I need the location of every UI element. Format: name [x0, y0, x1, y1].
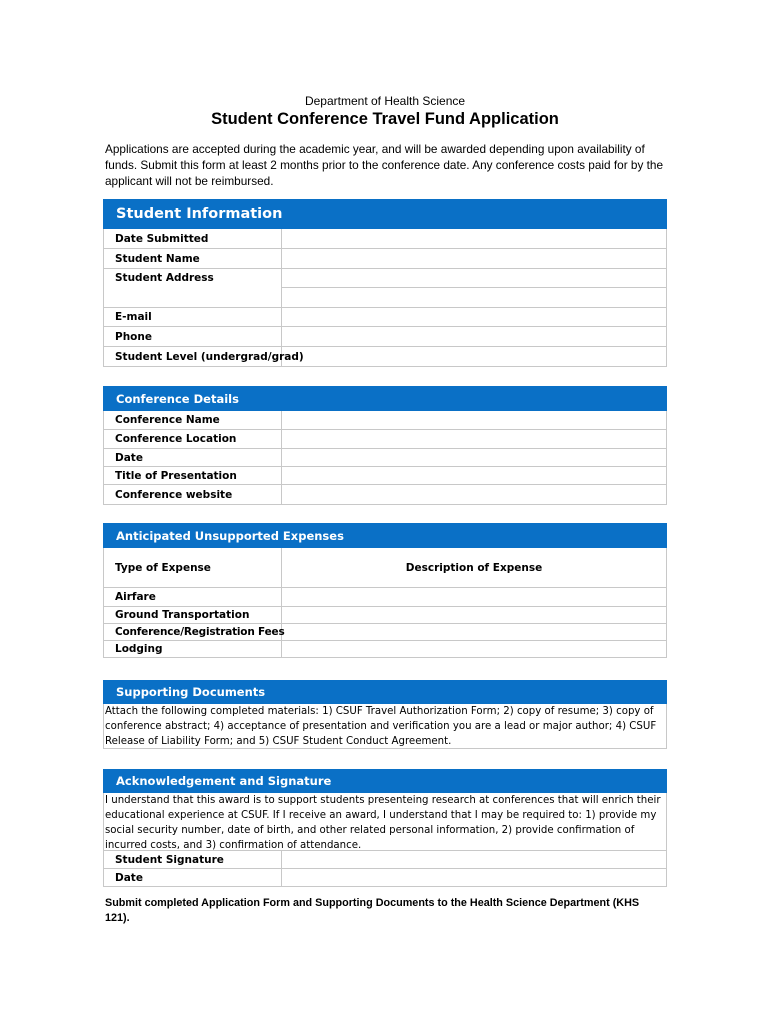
field-row-conference-location	[104, 430, 666, 449]
student-signature-field[interactable]	[282, 851, 666, 868]
supporting-documents-header	[103, 680, 667, 704]
column-header-type: Type of Expense	[104, 548, 282, 587]
field-label: Conference website	[104, 485, 282, 504]
section-title: Supporting Documents	[116, 685, 266, 699]
conference-details-header	[103, 386, 667, 411]
field-label: Conference Location	[104, 430, 282, 448]
field-label: Student Level (undergrad/grad)	[104, 347, 282, 366]
field-label: E-mail	[104, 308, 282, 326]
field-label: Title of Presentation	[104, 467, 282, 484]
student-address-line-2[interactable]	[282, 288, 666, 307]
expense-row-registration-fees	[104, 624, 666, 641]
field-label: Date	[104, 869, 282, 886]
conference-name-field[interactable]	[282, 411, 666, 429]
expense-row-ground-transportation	[104, 607, 666, 624]
conference-website-field[interactable]	[282, 485, 666, 504]
field-row-student-level	[104, 347, 666, 367]
department-name: Department of Health Science	[304, 94, 466, 108]
field-row-presentation-title	[104, 467, 666, 485]
expenses-section	[103, 523, 667, 658]
page-title: Student Conference Travel Fund Application	[211, 110, 559, 128]
student-address-field[interactable]	[282, 269, 666, 288]
field-row-email	[104, 308, 666, 327]
supporting-documents-text: Attach the following completed materials: 1) CSUF Travel Authorization Form; 2) copy of resume; 3) copy of conference abstract; 4) acceptance of presentation and verification you are a lead or major author; 4) CSUF Release of Liability Form; and 5) CSUF Student Conduct Agreement.	[103, 704, 667, 749]
field-label: Conference Name	[104, 411, 282, 429]
field-label: Airfare	[104, 588, 282, 606]
field-row-phone	[104, 327, 666, 347]
presentation-title-field[interactable]	[282, 467, 666, 484]
intro-paragraph: Applications are accepted during the academic year, and will be awarded depending upon availability of funds. Submit this form at least 2 months prior to the conference date. Any conference costs paid for by the applicant will not be reimbursed.	[105, 142, 664, 188]
date-submitted-field[interactable]	[282, 229, 666, 248]
phone-field[interactable]	[282, 327, 666, 346]
field-row-student-address	[104, 269, 666, 308]
acknowledgement-text: I understand that this award is to support students presenteing research at conferences that will enrich their educational experience at CSUF. If I receive an award, I understand that I may be required to: 1) provide my social security number, date of birth, and other related personal information, 2) provide confirmation of incurred costs, and 3) confirmation of attendance.	[103, 793, 667, 850]
lodging-description-field[interactable]	[282, 641, 666, 657]
field-label: Date Submitted	[104, 229, 282, 248]
field-row-signature-date	[104, 869, 666, 887]
field-label: Student Name	[104, 249, 282, 268]
email-field[interactable]	[282, 308, 666, 326]
student-level-field[interactable]	[282, 347, 666, 366]
airfare-description-field[interactable]	[282, 588, 666, 606]
section-title: Acknowledgement and Signature	[116, 774, 332, 788]
section-title: Conference Details	[116, 391, 239, 406]
ground-transportation-description-field[interactable]	[282, 607, 666, 623]
field-label: Student Address	[104, 269, 282, 307]
student-information-header	[103, 199, 667, 229]
signature-date-field[interactable]	[282, 869, 666, 886]
submission-instructions: Submit completed Application Form and Supporting Documents to the Health Science Department (KHS 121).	[105, 897, 640, 924]
expense-row-airfare	[104, 588, 666, 607]
field-label: Student Signature	[104, 851, 282, 868]
supporting-documents-section	[103, 680, 667, 749]
conference-date-field[interactable]	[282, 449, 666, 466]
field-row-student-signature	[104, 851, 666, 869]
field-row-conference-name	[104, 411, 666, 430]
field-label: Date	[104, 449, 282, 466]
conference-details-section	[103, 386, 667, 505]
column-header-description: Description of Expense	[405, 561, 543, 574]
field-label: Phone	[104, 327, 282, 346]
student-information-section	[103, 199, 667, 367]
field-label: Lodging	[104, 641, 282, 657]
conference-location-field[interactable]	[282, 430, 666, 448]
field-label: Conference/Registration Fees	[104, 624, 282, 640]
section-title: Student Information	[116, 206, 283, 222]
expenses-header	[103, 523, 667, 548]
field-row-conference-date	[104, 449, 666, 467]
expense-row-lodging	[104, 641, 666, 658]
student-name-field[interactable]	[282, 249, 666, 268]
expenses-column-headers	[104, 548, 666, 588]
acknowledgement-header	[103, 769, 667, 793]
field-label: Ground Transportation	[104, 607, 282, 623]
field-row-student-name	[104, 249, 666, 269]
acknowledgement-section	[103, 769, 667, 887]
field-row-conference-website	[104, 485, 666, 505]
section-title: Anticipated Unsupported Expenses	[116, 528, 344, 543]
field-row-date-submitted	[104, 229, 666, 249]
registration-fees-description-field[interactable]	[282, 624, 666, 640]
